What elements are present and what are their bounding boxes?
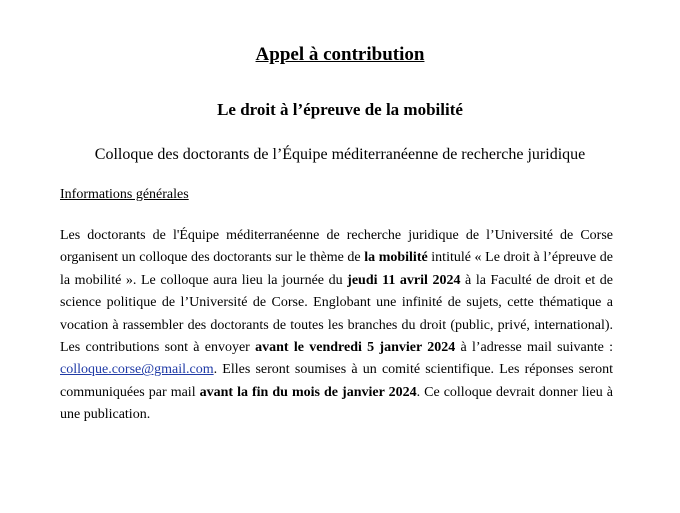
paragraph-bold-deadline: avant le vendredi 5 janvier 2024: [255, 340, 456, 356]
paragraph-bold-date: jeudi 11 avril 2024: [347, 272, 461, 288]
email-link[interactable]: colloque.corse@gmail.com: [60, 362, 214, 378]
paragraph-text: intitulé « Le droit à l’épreuve de la mobilité ». Le colloque aura lieu la journée du: [60, 250, 613, 288]
paragraph-text: . Ce colloque devrait donner lieu à une publication.: [60, 384, 613, 423]
page-subtitle: Le droit à l’épreuve de la mobilité: [217, 100, 463, 119]
paragraph-text: . Elles seront soumises à un comité scientifique. Les réponses seront communiquées par mail: [60, 362, 613, 400]
paragraph-text: à la Faculté de droit et de science politique de l’Université de Corse. Englobant une infinité de sujets, cette thématique a vocation à rassembler des doctorants de toutes les branches du droit (public, privé, international). Les contributions sont à envoyer: [60, 272, 614, 356]
paragraph-bold-theme: la mobilité: [364, 250, 428, 266]
colloque-line: Colloque des doctorants de l’Équipe méditerranéenne de recherche juridique: [94, 146, 586, 163]
paragraph-text: à l’adresse mail suivante :: [455, 340, 613, 356]
paragraph-bold-response-date: avant la fin du mois de janvier 2024: [199, 384, 417, 400]
section-heading: Informations générales: [60, 187, 189, 202]
page-title: Appel à contribution: [255, 44, 425, 65]
paragraph-text: Les doctorants de l'Équipe méditerranéenne de recherche juridique de l’Université de Corse organisent un colloque des doctorants sur le thème de: [60, 228, 613, 266]
body-paragraph: [60, 225, 613, 427]
